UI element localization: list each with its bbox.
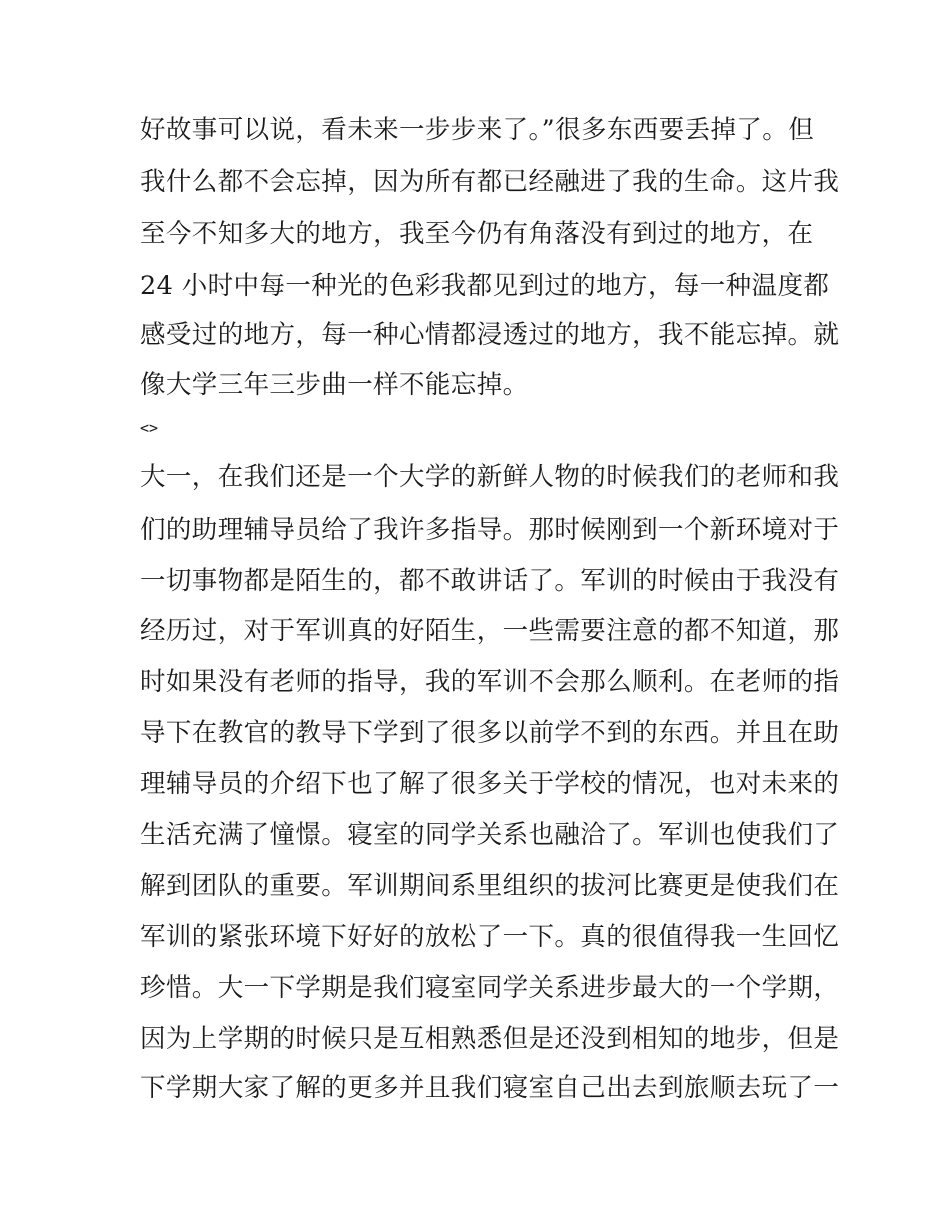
text-line: 下学期大家了解的更多并且我们寝室自己出去到旅顺去玩了一 [140, 1073, 840, 1103]
text-line: 因为上学期的时候只是互相熟悉但是还没到相知的地步，但是 [140, 1024, 840, 1054]
text-line: 好故事可以说，看未来一步步来了。”很多东西要丢掉了。但 [140, 115, 815, 145]
text-line: 珍惜。大一下学期是我们寝室同学关系进步最大的一个学期， [140, 973, 840, 1003]
text-line: 军训的紧张环境下好好的放松了一下。真的很值得我一生回忆 [140, 922, 840, 952]
text-line: 经历过，对于军训真的好陌生，一些需要注意的都不知道，那 [140, 616, 840, 646]
text-line: 时如果没有老师的指导，我的军训不会那么顺利。在老师的指 [140, 667, 840, 697]
text-line: 至今不知多大的地方，我至今仍有角落没有到过的地方，在 [140, 219, 814, 249]
text-line: 感受过的地方，每一种心情都浸透过的地方，我不能忘掉。就 [140, 320, 840, 350]
section-marker: <> [140, 419, 159, 437]
text-line: 大一，在我们还是一个大学的新鲜人物的时候我们的老师和我 [140, 462, 840, 492]
text-line: 24 小时中每一种光的色彩我都见到过的地方，每一种温度都 [140, 271, 830, 301]
text-line: 解到团队的重要。军训期间系里组织的拔河比赛更是使我们在 [140, 871, 840, 901]
text-line: 们的助理辅导员给了我许多指导。那时候刚到一个新环境对于 [140, 515, 840, 545]
text-line: 我什么都不会忘掉，因为所有都已经融进了我的生命。这片我 [140, 167, 840, 197]
text-line: 导下在教官的教导下学到了很多以前学不到的东西。并且在助 [140, 718, 840, 748]
text-line: 像大学三年三步曲一样不能忘掉。 [140, 370, 529, 400]
text-line: 理辅导员的介绍下也了解了很多关于学校的情况，也对未来的 [140, 769, 840, 799]
text-line: 一切事物都是陌生的，都不敢讲话了。军训的时候由于我没有 [140, 566, 840, 596]
text-line: 生活充满了憧憬。寝室的同学关系也融洽了。军训也使我们了 [140, 820, 840, 850]
